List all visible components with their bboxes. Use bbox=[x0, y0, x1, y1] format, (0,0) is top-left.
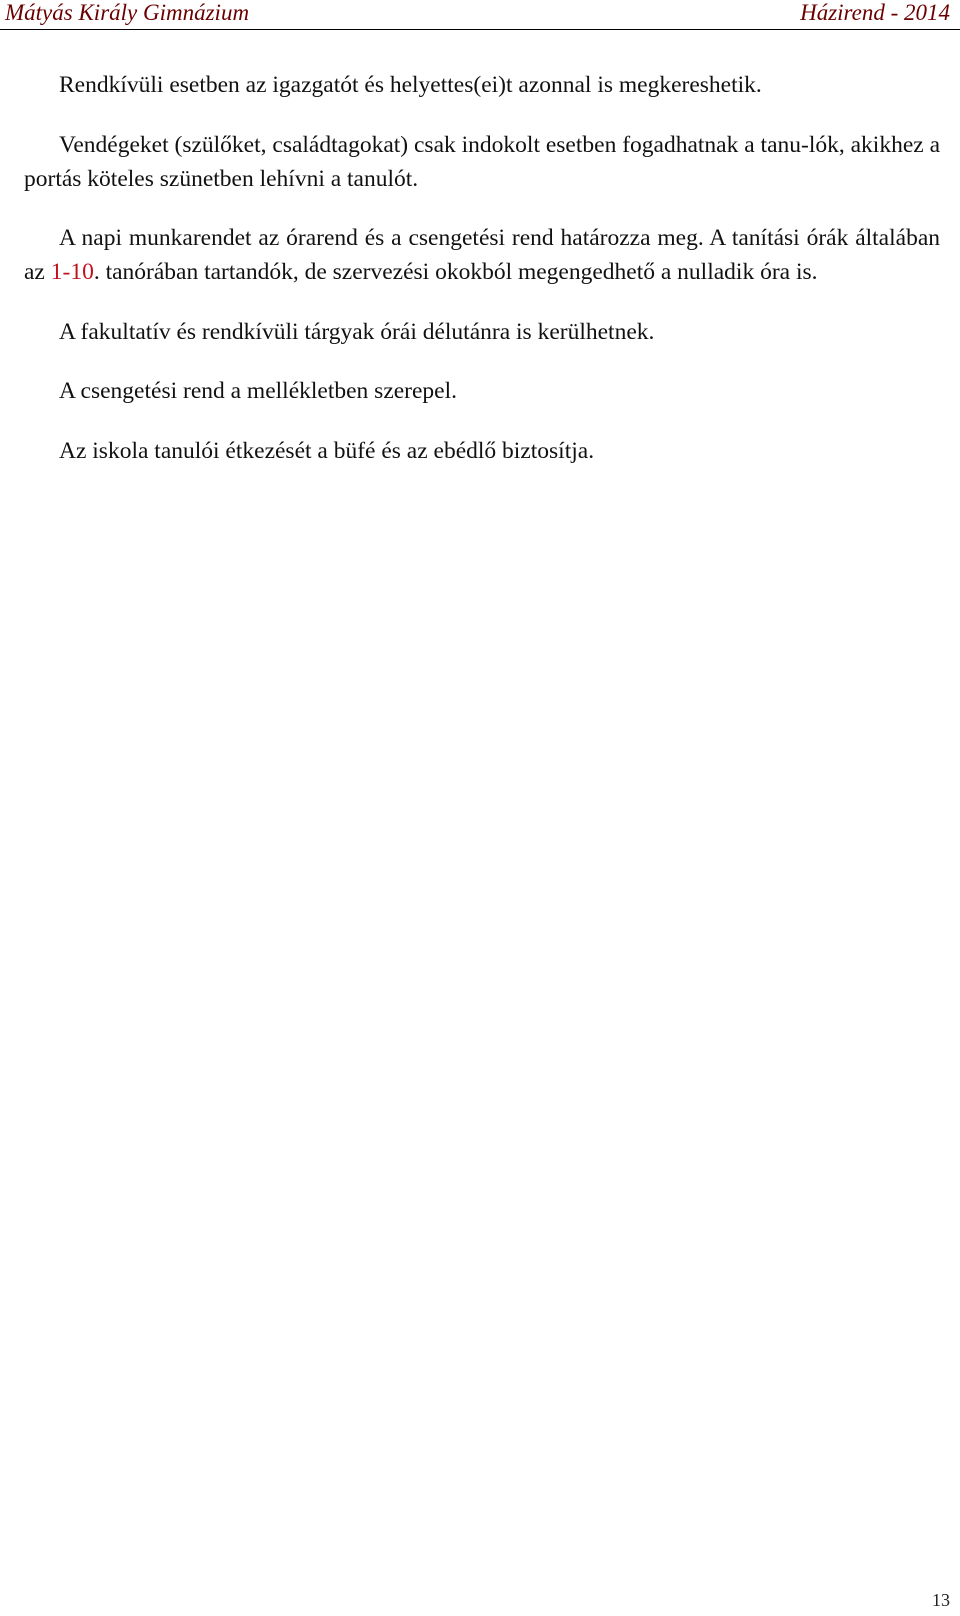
paragraph-emergency-contact: Rendkívüli esetben az igazgatót és helyettes(ei)t azonnal is megkereshetik. bbox=[59, 72, 762, 98]
paragraph-bell-schedule: A csengetési rend a mellékletben szerepel. bbox=[59, 378, 458, 404]
header-school-name: Mátyás Király Gimnázium bbox=[5, 0, 250, 25]
document-body bbox=[24, 68, 940, 493]
page-number: 13 bbox=[932, 1590, 950, 1610]
schedule-text-after: . tanórában tartandók, de szervezési okokból megengedhető a nulladik óra is. bbox=[93, 259, 818, 285]
paragraph-visitors: Vendégeket (szülőket, családtagokat) csak indokolt esetben fogadhatnak a tanu-lók, akikhez a portás köteles szünetben lehívni a tanulót. bbox=[24, 131, 940, 192]
paragraph-optional-classes: A fakultatív és rendkívüli tárgyak órái délutánra is kerülhetnek. bbox=[59, 318, 655, 345]
page-header bbox=[0, 0, 960, 30]
schedule-text-before: A napi munkarendet az órarend és a csengetési rend határozza meg. A tanítási órák általában az bbox=[24, 225, 940, 285]
lesson-range-highlight: 1-10 bbox=[50, 259, 94, 285]
header-document-title: Házirend - 2014 bbox=[800, 0, 950, 25]
paragraph-daily-schedule bbox=[24, 221, 940, 289]
paragraph-meals: Az iskola tanulói étkezését a büfé és az ebédlő biztosítja. bbox=[59, 437, 595, 464]
